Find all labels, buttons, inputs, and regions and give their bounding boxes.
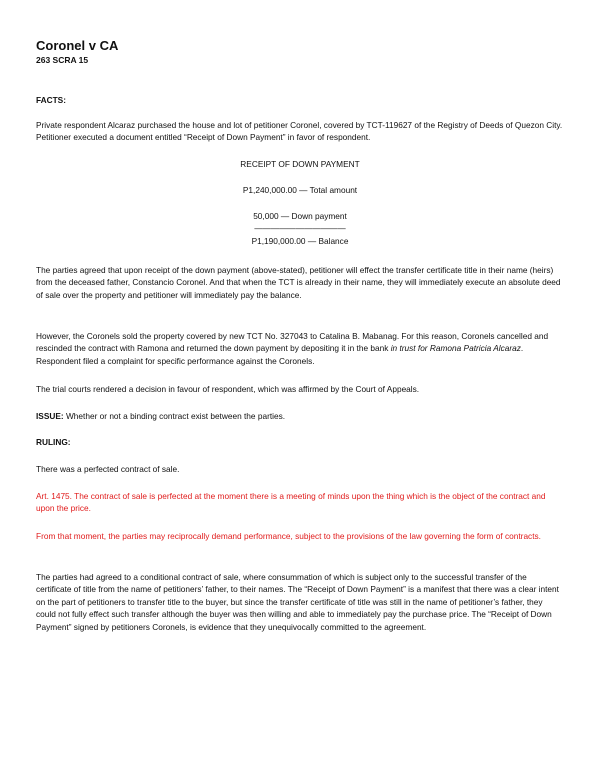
receipt-down-payment: 50,000 — Down payment: [253, 211, 347, 221]
facts-paragraph-3-end: . Respondent filed a complaint for specific performance against the Coronels.: [36, 343, 524, 366]
facts-paragraph-3-italic: in trust for Ramona Patricia Alcaraz: [390, 343, 521, 354]
ruling-paragraph-2: The parties had agreed to a conditional contract of sale, where consummation of which is subject only to the successful transfer of the certificate of title from the name of petitioners’ father, to their names. The “Receipt of Down Payment” is a manifest that there was a clear intent on the part of petitioners to transfer title to the buyer, but since the transfer certificate of title was still in the name of petitioner’s father, they could not fully effect such transfer although the buyer was then willing and able to immediately pay the purchase price. The “Receipt of Down Payment” signed by petitioners Coronels, is evidence that they unequivocally committed to the agreement.: [36, 572, 559, 632]
case-citation: 263 SCRA 15: [36, 55, 89, 65]
article-1475-continued: From that moment, the parties may reciprocally demand performance, subject to the provisions of the law governing the form of contracts.: [36, 531, 541, 541]
issue-text: Whether or not a binding contract exist between the parties.: [63, 411, 286, 421]
receipt-total: P1,240,000.00 — Total amount: [242, 185, 358, 195]
case-title: Coronel v CA: [36, 38, 119, 53]
receipt-title: RECEIPT OF DOWN PAYMENT: [240, 159, 360, 169]
ruling-heading: RULING:: [36, 437, 71, 447]
facts-paragraph-4: The trial courts rendered a decision in favour of respondent, which was affirmed by the Court of Appeals.: [36, 384, 420, 394]
facts-paragraph-3: [36, 330, 564, 367]
article-1475: Art. 1475. The contract of sale is perfected at the moment there is a meeting of minds upon the thing which is the object of the contract and upon the price.: [36, 491, 546, 514]
facts-heading: FACTS:: [36, 95, 66, 105]
facts-paragraph-1: Private respondent Alcaraz purchased the house and lot of petitioner Coronel, covered by TCT-119627 of the Registry of Deeds of Quezon City. Petitioner executed a document entitled “Receipt of Down Payment” in favor of respondent.: [36, 120, 563, 143]
receipt-rule: ———————————: [254, 223, 346, 233]
facts-paragraph-3-start: However, the Coronels sold the property covered by new TCT No. 327043 to Catalina B. Mabanag. For this reason, Coronels cancelled and rescinded the contract with Ramona and returned the down payment by depositing it in the bank: [36, 331, 549, 354]
issue-label: ISSUE:: [36, 411, 64, 421]
issue-paragraph: [36, 410, 564, 422]
receipt-balance: P1,190,000.00 — Balance: [251, 236, 349, 246]
facts-paragraph-2: The parties agreed that upon receipt of the down payment (above-stated), petitioner will effect the transfer certificate title in their name (heirs) from the deceased father, Constancio Coronel. And that when the TCT is already in their name, they will immediately execute an absolute deed of sale over the property and petitioner will immediately pay the balance.: [36, 265, 561, 300]
ruling-paragraph-1: There was a perfected contract of sale.: [36, 464, 180, 474]
